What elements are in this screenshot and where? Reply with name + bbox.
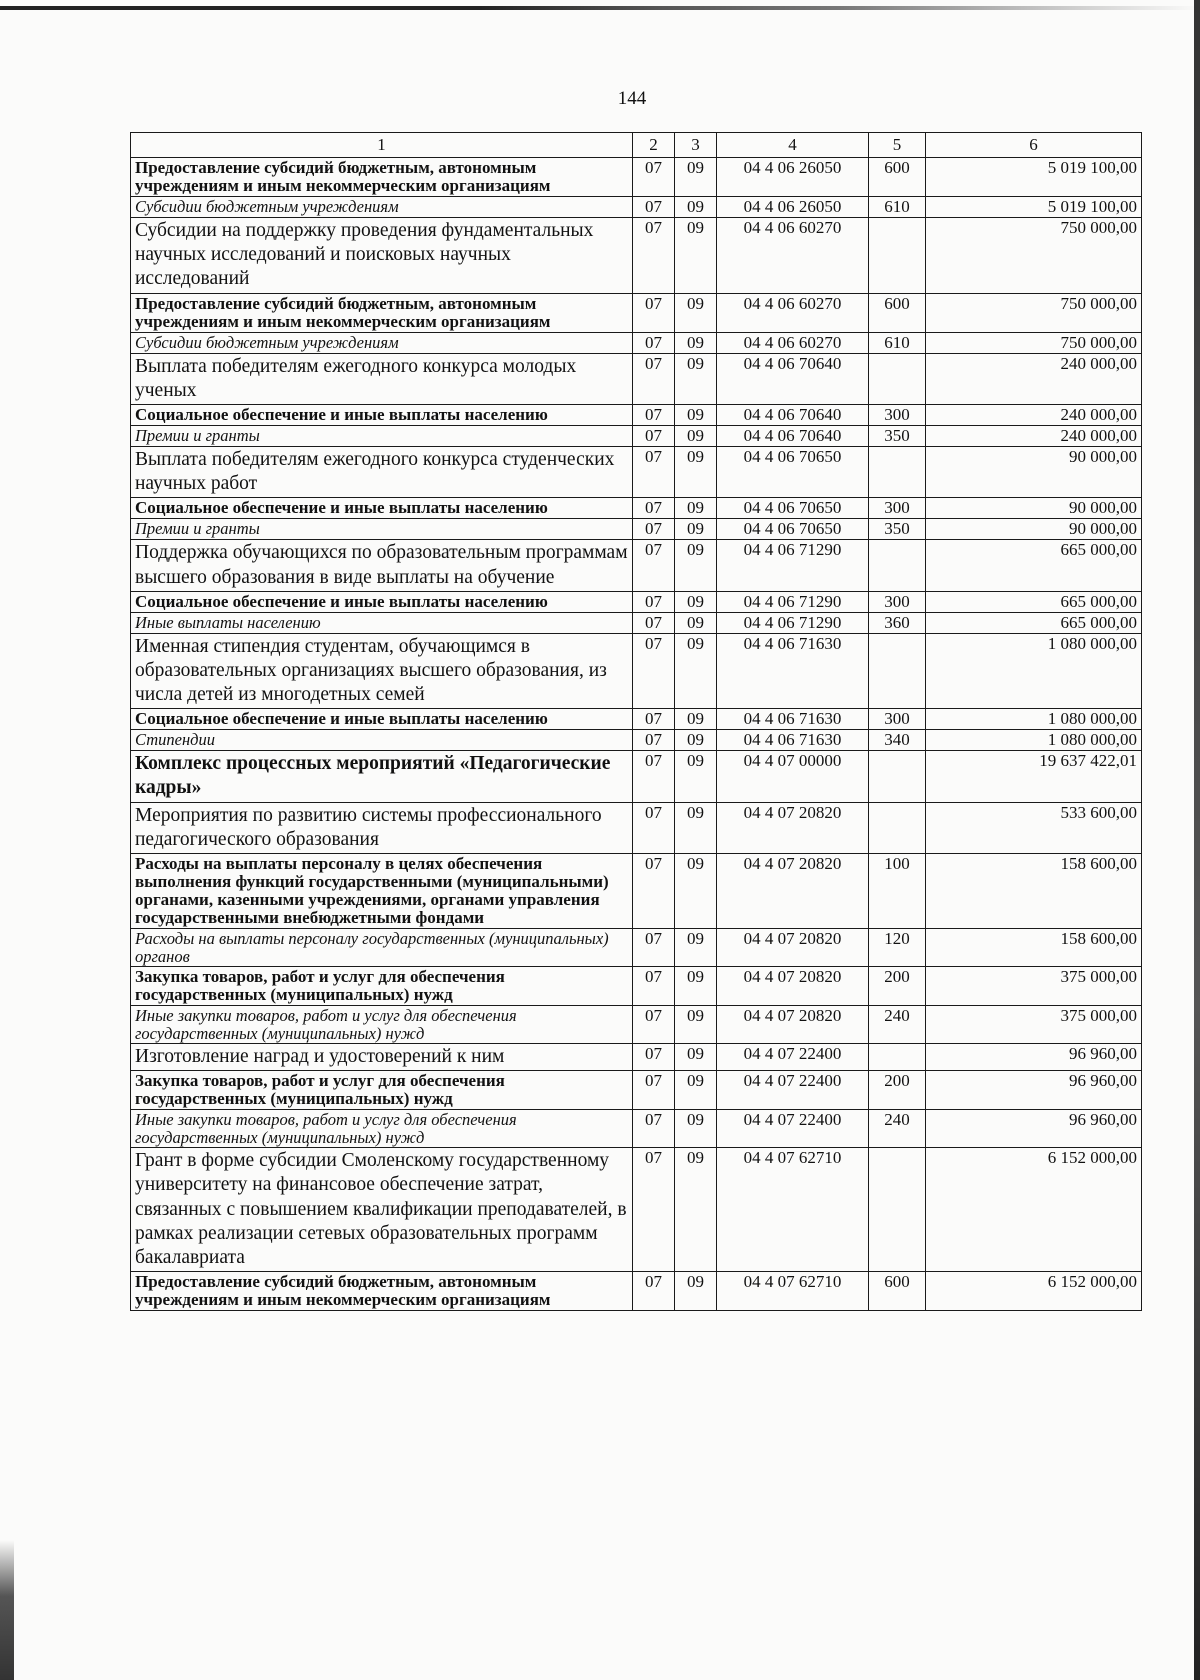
row-subsection-cell: 09 bbox=[675, 730, 717, 751]
row-vr-cell bbox=[869, 540, 926, 591]
table-row bbox=[131, 1044, 1142, 1071]
row-sum-cell: 1 080 000,00 bbox=[926, 633, 1142, 709]
header-col-4: 4 bbox=[717, 133, 869, 158]
row-subsection-cell: 09 bbox=[675, 633, 717, 709]
row-name-cell: Предоставление субсидий бюджетным, автономным учреждениям и иным некоммерческим организациям bbox=[131, 293, 633, 332]
row-subsection-cell: 09 bbox=[675, 158, 717, 197]
row-vr-cell: 610 bbox=[869, 332, 926, 353]
row-name-cell: Иные закупки товаров, работ и услуг для обеспечения государственных (муниципальных) нужд bbox=[131, 1006, 633, 1044]
row-sum-cell: 96 960,00 bbox=[926, 1044, 1142, 1071]
row-name-cell: Социальное обеспечение и иные выплаты населению bbox=[131, 498, 633, 519]
row-subsection-cell: 09 bbox=[675, 1071, 717, 1110]
row-subsection-cell: 09 bbox=[675, 1148, 717, 1272]
row-kcsr-cell: 04 4 07 22400 bbox=[717, 1071, 869, 1110]
row-subsection-cell: 09 bbox=[675, 519, 717, 540]
table-row bbox=[131, 612, 1142, 633]
table-row bbox=[131, 967, 1142, 1006]
table-row bbox=[131, 802, 1142, 853]
row-subsection-cell: 09 bbox=[675, 929, 717, 967]
header-col-5: 5 bbox=[869, 133, 926, 158]
row-kcsr-cell: 04 4 06 71290 bbox=[717, 612, 869, 633]
row-subsection-cell: 09 bbox=[675, 1006, 717, 1044]
table-row bbox=[131, 197, 1142, 218]
row-name-cell: Поддержка обучающихся по образовательным программам высшего образования в виде выплаты на обучение bbox=[131, 540, 633, 591]
row-vr-cell: 300 bbox=[869, 498, 926, 519]
row-sum-cell: 750 000,00 bbox=[926, 332, 1142, 353]
table-row bbox=[131, 591, 1142, 612]
row-section-cell: 07 bbox=[633, 158, 675, 197]
row-sum-cell: 96 960,00 bbox=[926, 1110, 1142, 1148]
row-sum-cell: 665 000,00 bbox=[926, 612, 1142, 633]
row-sum-cell: 533 600,00 bbox=[926, 802, 1142, 853]
row-section-cell: 07 bbox=[633, 853, 675, 928]
row-name-cell: Расходы на выплаты персоналу в целях обеспечения выполнения функций государственными (муниципальными) органами, казенными учреждениями, органами управления государственными внебюджетными фондами bbox=[131, 853, 633, 928]
row-name-cell: Изготовление наград и удостоверений к ним bbox=[131, 1044, 633, 1071]
row-subsection-cell: 09 bbox=[675, 802, 717, 853]
row-subsection-cell: 09 bbox=[675, 353, 717, 404]
row-section-cell: 07 bbox=[633, 404, 675, 425]
row-subsection-cell: 09 bbox=[675, 425, 717, 446]
row-section-cell: 07 bbox=[633, 498, 675, 519]
row-kcsr-cell: 04 4 07 20820 bbox=[717, 853, 869, 928]
row-vr-cell bbox=[869, 751, 926, 802]
row-vr-cell bbox=[869, 633, 926, 709]
header-col-2: 2 bbox=[633, 133, 675, 158]
row-name-cell: Социальное обеспечение и иные выплаты населению bbox=[131, 404, 633, 425]
table-row bbox=[131, 853, 1142, 928]
row-vr-cell: 240 bbox=[869, 1110, 926, 1148]
table-row bbox=[131, 709, 1142, 730]
row-section-cell: 07 bbox=[633, 1044, 675, 1071]
row-section-cell: 07 bbox=[633, 967, 675, 1006]
row-kcsr-cell: 04 4 06 60270 bbox=[717, 332, 869, 353]
row-section-cell: 07 bbox=[633, 197, 675, 218]
table-row bbox=[131, 332, 1142, 353]
row-name-cell: Именная стипендия студентам, обучающимся в образовательных организациях высшего образования, из числа детей из многодетных семей bbox=[131, 633, 633, 709]
row-subsection-cell: 09 bbox=[675, 293, 717, 332]
row-kcsr-cell: 04 4 06 26050 bbox=[717, 158, 869, 197]
row-section-cell: 07 bbox=[633, 633, 675, 709]
row-subsection-cell: 09 bbox=[675, 540, 717, 591]
row-section-cell: 07 bbox=[633, 709, 675, 730]
table-row bbox=[131, 404, 1142, 425]
row-name-cell: Премии и гранты bbox=[131, 425, 633, 446]
row-section-cell: 07 bbox=[633, 218, 675, 294]
row-name-cell: Субсидии бюджетным учреждениям bbox=[131, 197, 633, 218]
row-sum-cell: 375 000,00 bbox=[926, 967, 1142, 1006]
row-sum-cell: 158 600,00 bbox=[926, 853, 1142, 928]
table-row bbox=[131, 751, 1142, 802]
row-section-cell: 07 bbox=[633, 540, 675, 591]
row-vr-cell: 300 bbox=[869, 591, 926, 612]
row-subsection-cell: 09 bbox=[675, 1110, 717, 1148]
row-section-cell: 07 bbox=[633, 1148, 675, 1272]
row-kcsr-cell: 04 4 06 70650 bbox=[717, 498, 869, 519]
row-name-cell: Выплата победителям ежегодного конкурса студенческих научных работ bbox=[131, 446, 633, 497]
row-vr-cell: 200 bbox=[869, 967, 926, 1006]
row-sum-cell: 5 019 100,00 bbox=[926, 158, 1142, 197]
row-sum-cell: 90 000,00 bbox=[926, 446, 1142, 497]
row-kcsr-cell: 04 4 06 70640 bbox=[717, 353, 869, 404]
row-subsection-cell: 09 bbox=[675, 332, 717, 353]
row-kcsr-cell: 04 4 07 62710 bbox=[717, 1148, 869, 1272]
row-kcsr-cell: 04 4 06 70640 bbox=[717, 425, 869, 446]
table-row bbox=[131, 293, 1142, 332]
row-kcsr-cell: 04 4 07 22400 bbox=[717, 1044, 869, 1071]
row-name-cell: Иные выплаты населению bbox=[131, 612, 633, 633]
row-vr-cell: 300 bbox=[869, 709, 926, 730]
scan-right-edge bbox=[1194, 0, 1200, 1680]
row-subsection-cell: 09 bbox=[675, 446, 717, 497]
table-row bbox=[131, 218, 1142, 294]
row-kcsr-cell: 04 4 06 70640 bbox=[717, 404, 869, 425]
row-sum-cell: 240 000,00 bbox=[926, 353, 1142, 404]
row-name-cell: Субсидии на поддержку проведения фундаментальных научных исследований и поисковых научных исследований bbox=[131, 218, 633, 294]
row-section-cell: 07 bbox=[633, 519, 675, 540]
row-name-cell: Предоставление субсидий бюджетным, автономным учреждениям и иным некоммерческим организациям bbox=[131, 1272, 633, 1311]
row-kcsr-cell: 04 4 07 22400 bbox=[717, 1110, 869, 1148]
table-row bbox=[131, 540, 1142, 591]
row-vr-cell bbox=[869, 1044, 926, 1071]
row-sum-cell: 96 960,00 bbox=[926, 1071, 1142, 1110]
row-name-cell: Выплата победителям ежегодного конкурса молодых ученых bbox=[131, 353, 633, 404]
row-kcsr-cell: 04 4 07 20820 bbox=[717, 929, 869, 967]
header-col-3: 3 bbox=[675, 133, 717, 158]
row-sum-cell: 665 000,00 bbox=[926, 591, 1142, 612]
table-row bbox=[131, 730, 1142, 751]
row-subsection-cell: 09 bbox=[675, 709, 717, 730]
row-section-cell: 07 bbox=[633, 929, 675, 967]
row-kcsr-cell: 04 4 06 70650 bbox=[717, 446, 869, 497]
scan-top-edge bbox=[0, 6, 1200, 10]
row-name-cell: Комплекс процессных мероприятий «Педагогические кадры» bbox=[131, 751, 633, 802]
row-sum-cell: 90 000,00 bbox=[926, 519, 1142, 540]
row-name-cell: Субсидии бюджетным учреждениям bbox=[131, 332, 633, 353]
row-vr-cell: 350 bbox=[869, 425, 926, 446]
table-row bbox=[131, 446, 1142, 497]
row-section-cell: 07 bbox=[633, 802, 675, 853]
row-subsection-cell: 09 bbox=[675, 1044, 717, 1071]
row-vr-cell: 610 bbox=[869, 197, 926, 218]
row-kcsr-cell: 04 4 06 60270 bbox=[717, 218, 869, 294]
row-sum-cell: 90 000,00 bbox=[926, 498, 1142, 519]
row-sum-cell: 240 000,00 bbox=[926, 425, 1142, 446]
row-sum-cell: 5 019 100,00 bbox=[926, 197, 1142, 218]
row-name-cell: Социальное обеспечение и иные выплаты населению bbox=[131, 591, 633, 612]
row-vr-cell: 240 bbox=[869, 1006, 926, 1044]
row-vr-cell: 600 bbox=[869, 293, 926, 332]
page-number: 144 bbox=[617, 88, 647, 109]
row-sum-cell: 1 080 000,00 bbox=[926, 709, 1142, 730]
row-sum-cell: 1 080 000,00 bbox=[926, 730, 1142, 751]
row-subsection-cell: 09 bbox=[675, 967, 717, 1006]
scan-left-edge bbox=[0, 1540, 14, 1680]
row-section-cell: 07 bbox=[633, 751, 675, 802]
row-subsection-cell: 09 bbox=[675, 197, 717, 218]
row-section-cell: 07 bbox=[633, 446, 675, 497]
table-row bbox=[131, 353, 1142, 404]
row-subsection-cell: 09 bbox=[675, 853, 717, 928]
row-subsection-cell: 09 bbox=[675, 751, 717, 802]
row-sum-cell: 665 000,00 bbox=[926, 540, 1142, 591]
row-sum-cell: 19 637 422,01 bbox=[926, 751, 1142, 802]
row-name-cell: Стипендии bbox=[131, 730, 633, 751]
row-subsection-cell: 09 bbox=[675, 498, 717, 519]
row-name-cell: Закупка товаров, работ и услуг для обеспечения государственных (муниципальных) нужд bbox=[131, 967, 633, 1006]
row-sum-cell: 240 000,00 bbox=[926, 404, 1142, 425]
table-row bbox=[131, 1110, 1142, 1148]
row-vr-cell bbox=[869, 1148, 926, 1272]
row-name-cell: Грант в форме субсидии Смоленскому государственному университету на финансовое обеспечение затрат, связанных с повышением квалификации преподавателей, в рамках реализации сетевых образовательных программ бакалавриата bbox=[131, 1148, 633, 1272]
row-subsection-cell: 09 bbox=[675, 218, 717, 294]
row-section-cell: 07 bbox=[633, 1272, 675, 1311]
row-subsection-cell: 09 bbox=[675, 591, 717, 612]
row-kcsr-cell: 04 4 07 20820 bbox=[717, 1006, 869, 1044]
row-kcsr-cell: 04 4 07 20820 bbox=[717, 967, 869, 1006]
row-vr-cell: 100 bbox=[869, 853, 926, 928]
header-col-6: 6 bbox=[926, 133, 1142, 158]
row-kcsr-cell: 04 4 07 20820 bbox=[717, 802, 869, 853]
row-vr-cell bbox=[869, 802, 926, 853]
header-col-1: 1 bbox=[131, 133, 633, 158]
row-sum-cell: 750 000,00 bbox=[926, 218, 1142, 294]
table-row bbox=[131, 1148, 1142, 1272]
row-section-cell: 07 bbox=[633, 332, 675, 353]
budget-table bbox=[130, 132, 1142, 1311]
row-kcsr-cell: 04 4 06 71290 bbox=[717, 591, 869, 612]
row-kcsr-cell: 04 4 06 26050 bbox=[717, 197, 869, 218]
row-vr-cell: 350 bbox=[869, 519, 926, 540]
row-name-cell: Премии и гранты bbox=[131, 519, 633, 540]
row-section-cell: 07 bbox=[633, 1071, 675, 1110]
row-sum-cell: 6 152 000,00 bbox=[926, 1148, 1142, 1272]
row-kcsr-cell: 04 4 06 60270 bbox=[717, 293, 869, 332]
table-row bbox=[131, 1071, 1142, 1110]
row-vr-cell bbox=[869, 353, 926, 404]
table-row bbox=[131, 929, 1142, 967]
table-row bbox=[131, 425, 1142, 446]
table-row bbox=[131, 1272, 1142, 1311]
row-section-cell: 07 bbox=[633, 591, 675, 612]
table-row bbox=[131, 498, 1142, 519]
row-kcsr-cell: 04 4 07 00000 bbox=[717, 751, 869, 802]
table-body bbox=[131, 158, 1142, 1311]
row-section-cell: 07 bbox=[633, 425, 675, 446]
row-sum-cell: 158 600,00 bbox=[926, 929, 1142, 967]
row-vr-cell: 120 bbox=[869, 929, 926, 967]
row-kcsr-cell: 04 4 06 71290 bbox=[717, 540, 869, 591]
row-section-cell: 07 bbox=[633, 293, 675, 332]
row-sum-cell: 375 000,00 bbox=[926, 1006, 1142, 1044]
row-name-cell: Социальное обеспечение и иные выплаты населению bbox=[131, 709, 633, 730]
row-kcsr-cell: 04 4 06 71630 bbox=[717, 730, 869, 751]
row-section-cell: 07 bbox=[633, 1110, 675, 1148]
row-kcsr-cell: 04 4 07 62710 bbox=[717, 1272, 869, 1311]
row-section-cell: 07 bbox=[633, 353, 675, 404]
row-sum-cell: 750 000,00 bbox=[926, 293, 1142, 332]
row-kcsr-cell: 04 4 06 71630 bbox=[717, 709, 869, 730]
table-row bbox=[131, 1006, 1142, 1044]
table-row bbox=[131, 633, 1142, 709]
row-vr-cell: 200 bbox=[869, 1071, 926, 1110]
table-header-row bbox=[131, 133, 1142, 158]
row-vr-cell bbox=[869, 218, 926, 294]
row-vr-cell: 340 bbox=[869, 730, 926, 751]
row-section-cell: 07 bbox=[633, 730, 675, 751]
row-subsection-cell: 09 bbox=[675, 404, 717, 425]
row-name-cell: Расходы на выплаты персоналу государственных (муниципальных) органов bbox=[131, 929, 633, 967]
row-subsection-cell: 09 bbox=[675, 612, 717, 633]
table-row bbox=[131, 519, 1142, 540]
row-kcsr-cell: 04 4 06 71630 bbox=[717, 633, 869, 709]
table-row bbox=[131, 158, 1142, 197]
row-section-cell: 07 bbox=[633, 1006, 675, 1044]
row-vr-cell bbox=[869, 446, 926, 497]
row-subsection-cell: 09 bbox=[675, 1272, 717, 1311]
row-vr-cell: 360 bbox=[869, 612, 926, 633]
row-name-cell: Закупка товаров, работ и услуг для обеспечения государственных (муниципальных) нужд bbox=[131, 1071, 633, 1110]
row-kcsr-cell: 04 4 06 70650 bbox=[717, 519, 869, 540]
row-name-cell: Предоставление субсидий бюджетным, автономным учреждениям и иным некоммерческим организациям bbox=[131, 158, 633, 197]
row-name-cell: Мероприятия по развитию системы профессионального педагогического образования bbox=[131, 802, 633, 853]
row-name-cell: Иные закупки товаров, работ и услуг для обеспечения государственных (муниципальных) нужд bbox=[131, 1110, 633, 1148]
row-vr-cell: 600 bbox=[869, 158, 926, 197]
row-section-cell: 07 bbox=[633, 612, 675, 633]
row-vr-cell: 600 bbox=[869, 1272, 926, 1311]
row-vr-cell: 300 bbox=[869, 404, 926, 425]
row-sum-cell: 6 152 000,00 bbox=[926, 1272, 1142, 1311]
